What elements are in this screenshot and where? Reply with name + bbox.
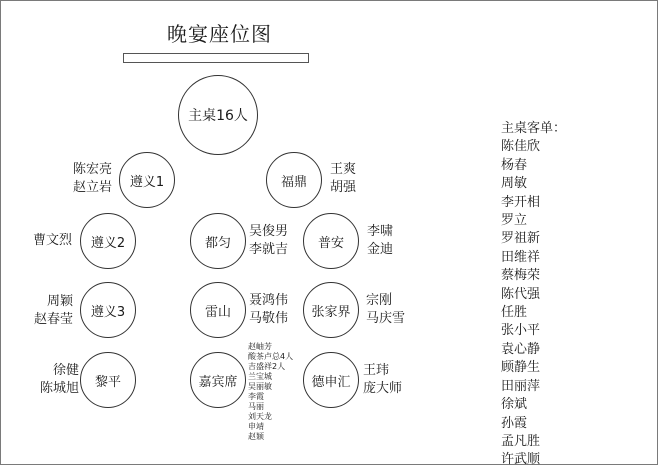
table-deshenhui-guests: 王玮 庞大师 <box>363 363 403 396</box>
table-leishan-label: 雷山 <box>204 304 231 320</box>
table-zhangjiajie <box>303 282 359 338</box>
table-fuding <box>266 152 322 208</box>
table-puan-guests: 李啸 金迪 <box>367 224 394 257</box>
guest-list-item: 孙霞 <box>501 415 528 431</box>
table-zunyi2-guests: 曹文烈 <box>33 233 73 248</box>
table-zunyi1-label: 遵义1 <box>129 174 165 190</box>
table-liping-guests: 徐健 陈城旭 <box>39 363 79 396</box>
table-puan <box>303 213 359 269</box>
table-leishan-guests: 聂鸿伟 马敬伟 <box>249 293 289 326</box>
guest-list-item: 陈佳欣 <box>501 139 541 155</box>
guest-list-item: 顾静生 <box>501 360 541 376</box>
table-zhangjiajie-label: 张家界 <box>311 304 351 320</box>
guest-list-item: 蔡梅荣 <box>501 268 541 284</box>
table-zunyi2-label: 遵义2 <box>90 235 126 251</box>
table-jiabinxi <box>190 352 246 408</box>
table-deshenhui <box>303 352 359 408</box>
guest-list-item: 罗立 <box>501 213 528 229</box>
guest-list-item: 孟凡胜 <box>501 433 541 449</box>
table-jiabinxi-label: 嘉宾席 <box>198 374 238 390</box>
guest-list-item: 许武顺 <box>501 452 541 468</box>
table-zunyi1 <box>119 152 175 208</box>
table-zunyi2 <box>80 213 136 269</box>
table-fuding-guests: 王爽 胡强 <box>330 162 357 195</box>
table-zunyi3 <box>80 282 136 338</box>
main-table-label: 主桌16人 <box>188 108 248 124</box>
table-liping <box>80 352 136 408</box>
main-table-guest-list <box>501 120 566 470</box>
table-duyun <box>190 213 246 269</box>
table-deshenhui-label: 德申汇 <box>311 374 351 390</box>
guest-list-item: 李开相 <box>501 194 541 210</box>
table-fuding-label: 福鼎 <box>280 174 307 190</box>
table-jiabinxi-guests: 赵岫芳 酸茶卢总4人 吉盛祥2人 兰宝城 吴丽敏 李霞 马丽 刘天龙 申靖 赵颖 <box>248 342 294 441</box>
table-zunyi3-label: 遵义3 <box>90 304 126 320</box>
guest-list-header: 主桌客单： <box>501 121 567 136</box>
guest-list-item: 任胜 <box>501 305 528 321</box>
table-duyun-guests: 吴俊男 李就吉 <box>249 224 289 257</box>
guest-list-item: 袁心静 <box>501 341 541 357</box>
table-zunyi1-guests: 陈宏亮 赵立岩 <box>72 162 112 195</box>
main-table <box>178 75 258 155</box>
table-leishan <box>190 282 246 338</box>
guest-list-item: 田维祥 <box>501 249 541 265</box>
guest-list-item: 徐斌 <box>501 397 528 413</box>
guest-list-item: 田丽萍 <box>501 378 541 394</box>
guest-list-item: 罗祖新 <box>501 231 541 247</box>
title-input-box[interactable] <box>123 53 309 63</box>
table-liping-label: 黎平 <box>94 374 121 390</box>
guest-list-item: 陈代强 <box>501 286 541 302</box>
page-title: 晚宴座位图 <box>167 22 272 46</box>
guest-list-item: 杨春 <box>501 157 528 173</box>
table-zunyi3-guests: 周颖 赵春莹 <box>33 294 73 327</box>
guest-list-item: 张小平 <box>501 323 541 339</box>
table-zhangjiajie-guests: 宗刚 马庆雪 <box>366 293 406 326</box>
table-puan-label: 普安 <box>317 235 344 251</box>
table-duyun-label: 都匀 <box>204 235 231 251</box>
guest-list-item: 周敏 <box>501 176 528 192</box>
